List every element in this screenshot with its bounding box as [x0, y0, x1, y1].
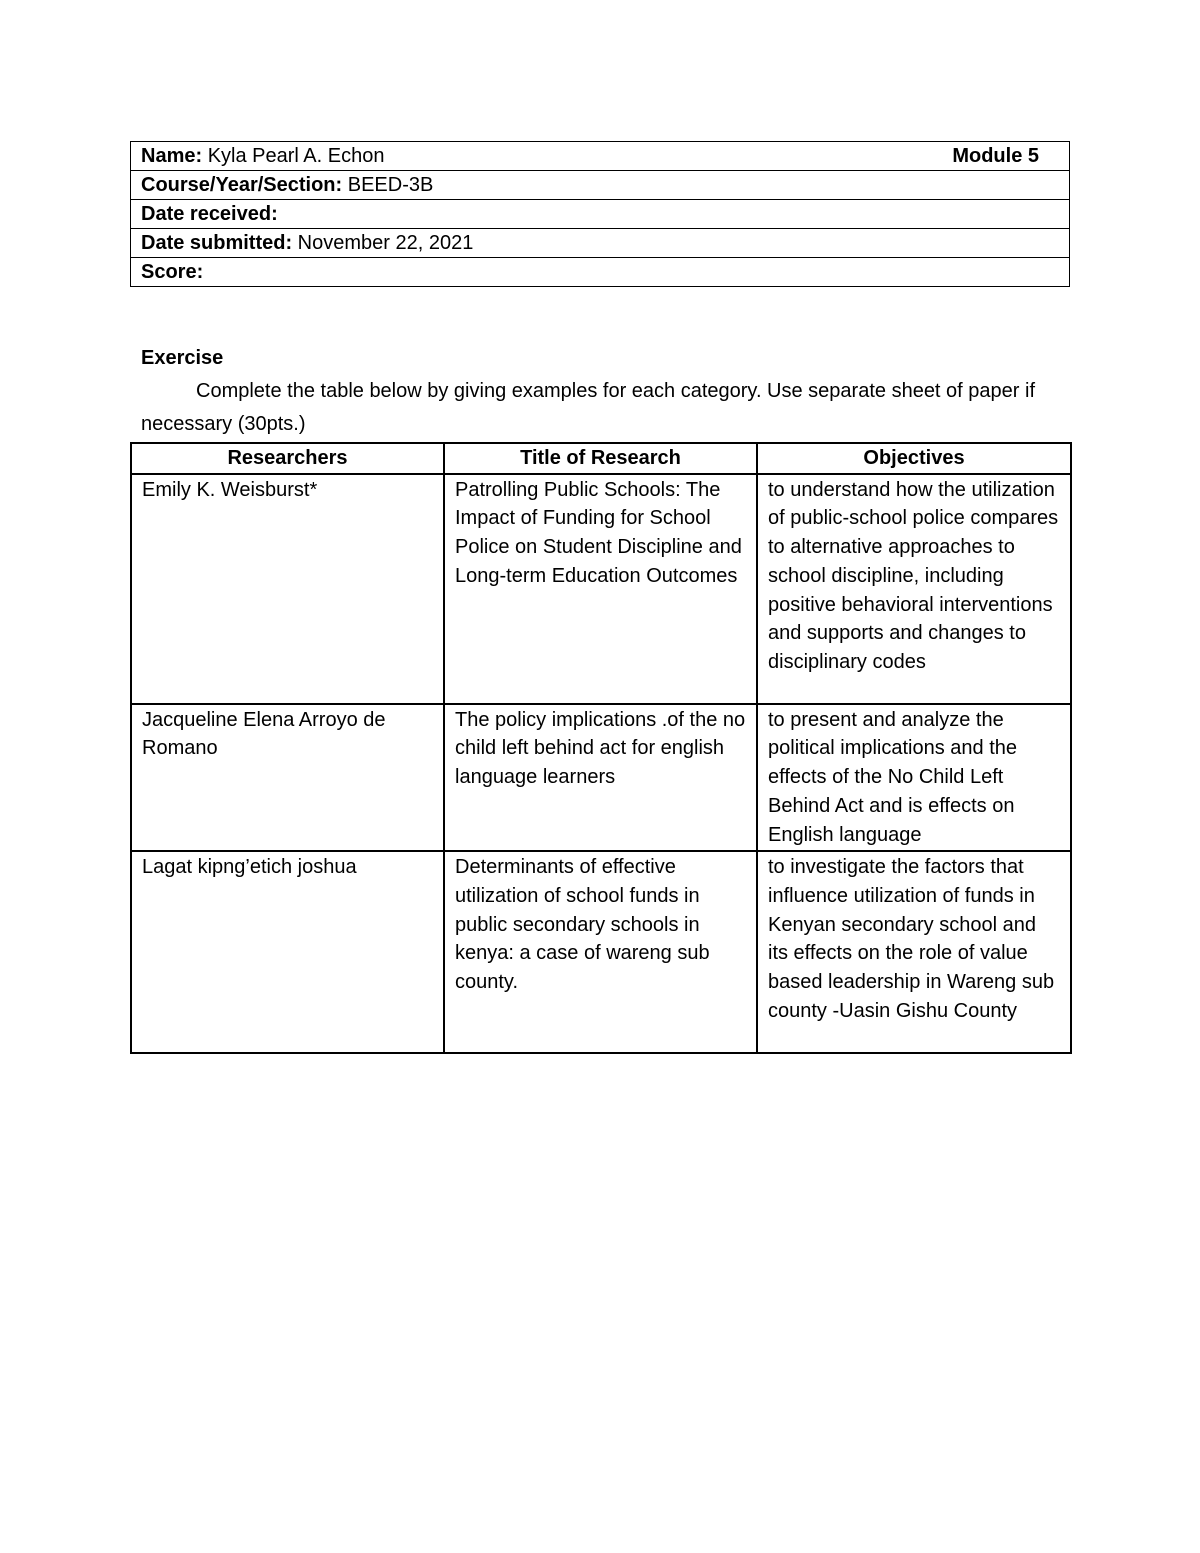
column-header-objectives: Objectives [757, 443, 1071, 474]
score-label: Score: [141, 261, 204, 283]
title-cell: Determinants of effective utilization of school funds in public secondary schools in kenya: a case of wareng sub county. [444, 851, 757, 1053]
objective-cell: to investigate the factors that influence utilization of funds in Kenyan secondary school and its effects on the role of value based leadership in Wareng sub county -Uasin Gishu County [757, 851, 1071, 1053]
title-cell: The policy implications .of the no child left behind act for english language learners [444, 704, 757, 852]
researcher-cell: Jacqueline Elena Arroyo de Romano [131, 704, 444, 852]
course-label: Course/Year/Section: [141, 174, 343, 196]
table-header-row [131, 443, 1071, 474]
name-row [131, 142, 1070, 171]
research-table [130, 442, 1072, 1054]
course-value: BEED-3B [342, 174, 434, 196]
objective-cell: to understand how the utilization of public-school police compares to alternative approaches to school discipline, including positive behavioral interventions and supports and changes to disciplinary codes [757, 474, 1071, 704]
table-row [131, 474, 1071, 704]
column-header-researchers: Researchers [131, 443, 444, 474]
student-info-table [130, 141, 1070, 287]
date-submitted-label: Date submitted: [141, 232, 293, 254]
researcher-cell: Emily K. Weisburst* [131, 474, 444, 704]
date-received-row [131, 200, 1070, 229]
table-row [131, 704, 1071, 852]
name-field [141, 142, 384, 170]
title-cell: Patrolling Public Schools: The Impact of Funding for School Police on Student Discipline and Long-term Education Outcomes [444, 474, 757, 704]
date-received-label: Date received: [141, 203, 278, 225]
exercise-instructions: Complete the table below by giving examples for each category. Use separate sheet of paper if necessary (30pts.) [141, 380, 1035, 435]
course-row [131, 171, 1070, 200]
exercise-heading: Exercise [141, 347, 224, 369]
column-header-title: Title of Research [444, 443, 757, 474]
table-row [131, 851, 1071, 1053]
date-submitted-row [131, 229, 1070, 258]
name-value: Kyla Pearl A. Echon [202, 145, 385, 167]
researcher-cell: Lagat kipng’etich joshua [131, 851, 444, 1053]
module-label: Module 5 [952, 145, 1039, 167]
name-label: Name: [141, 145, 203, 167]
objective-cell: to present and analyze the political implications and the effects of the No Child Left Behind Act and is effects on English language [757, 704, 1071, 852]
score-row [131, 258, 1070, 287]
date-submitted-value: November 22, 2021 [292, 232, 474, 254]
